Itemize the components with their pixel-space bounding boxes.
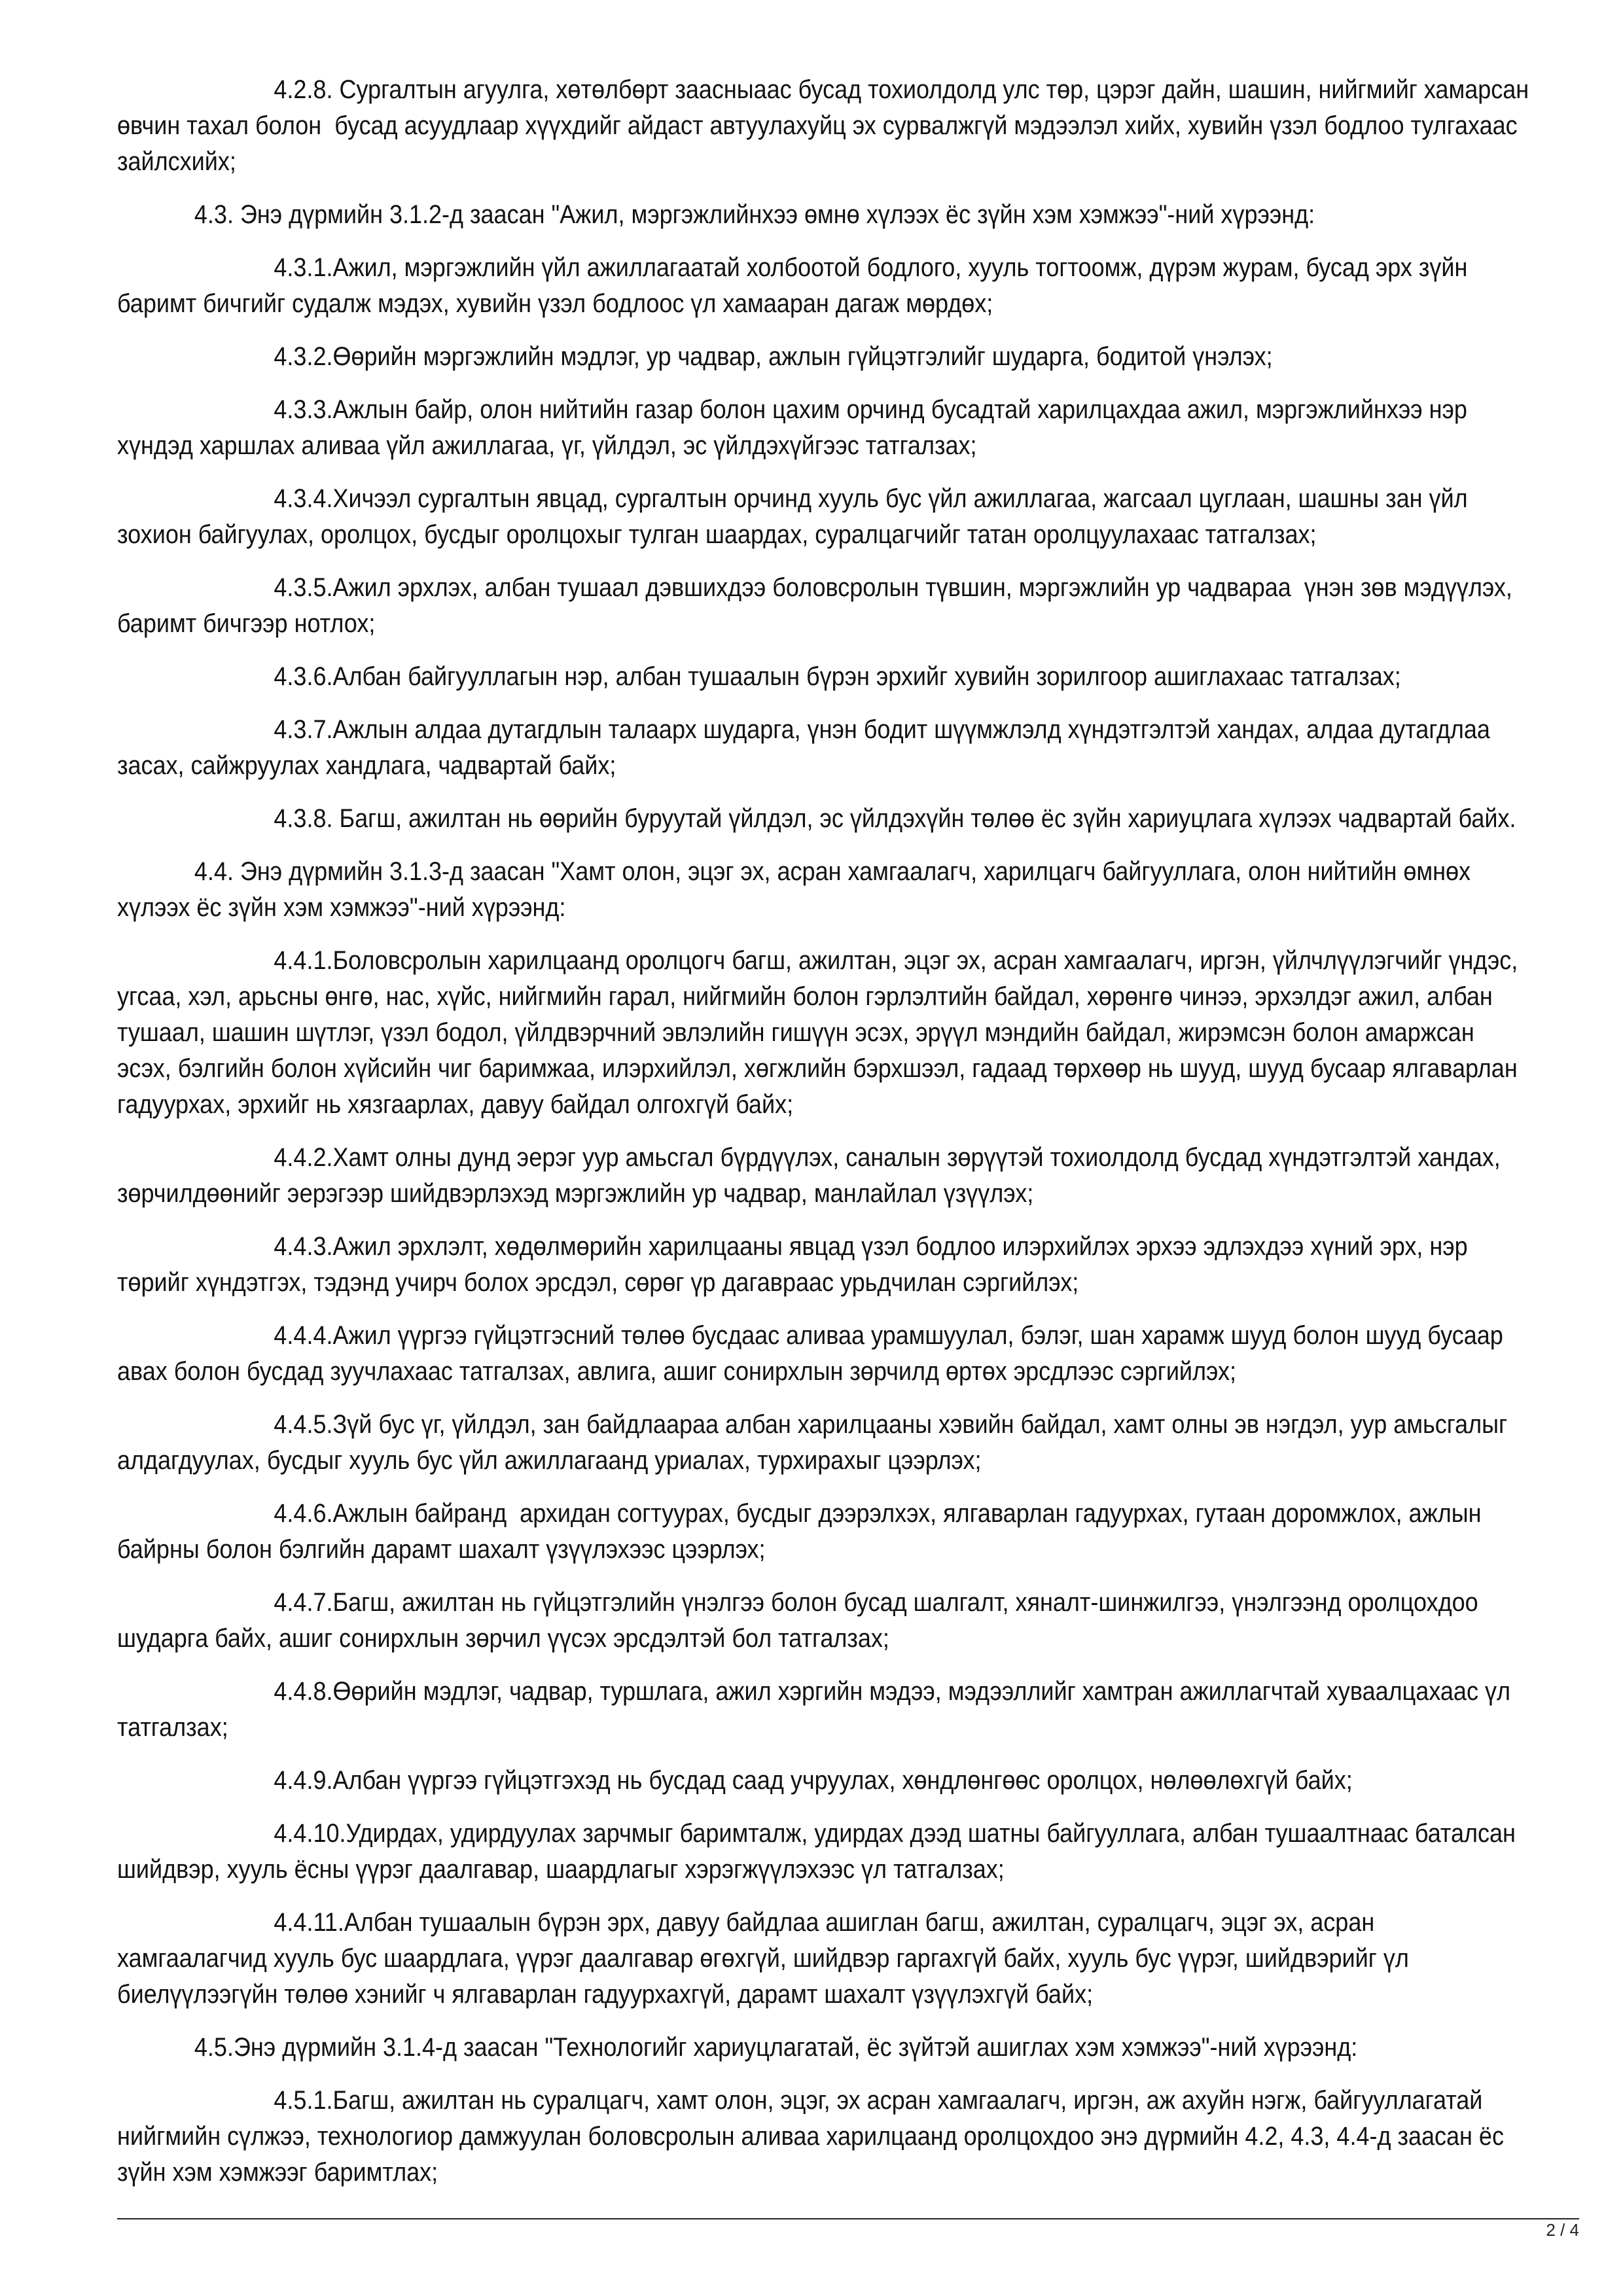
clause-line: 4.4.5.Зүй бус үг, үйлдэл, зан байдлаараа албан харилцааны хэвийн байдал, хамт олны эв нэгдэл, уур амьсгалыг [274, 1410, 1508, 1439]
clause-line: 4.3.5.Ажил эрхлэх, албан тушаал дэвшихдээ боловсролын түвшин, мэргэжлийн ур чадвараа үнэн зөв мэдүүлэх, [274, 573, 1512, 602]
clause-line: 4.4.9.Албан үүргээ гүйцэтгэхэд нь бусдад саад учруулах, хөндлөнгөөс оролцох, нөлөөлөхгүй байх; [274, 1766, 1353, 1795]
clause-line: нийгмийн сүлжээ, технологиор дамжуулан боловсролын аливаа харилцаанд оролцохдоо энэ дүрмийн 4.2, 4.3, 4.4-д заасан ёс [117, 2122, 1504, 2151]
clause-4-4-1 [117, 943, 1518, 1123]
clause-4-4-3 [117, 1229, 1491, 1301]
clause-4-4-5 [117, 1407, 1508, 1479]
clause-line: 4.4.7.Багш, ажилтан нь гүйцэтгэлийн үнэлгээ болон бусад шалгалт, хяналт-шинжилгээ, үнэлгээнд оролцохдоо [274, 1588, 1478, 1617]
clause-line: 4.4.11.Албан тушаалын бүрэн эрх, давуу байдлаа ашиглан багш, ажилтан, суралцагч, эцэг эх, асран [274, 1908, 1375, 1937]
clause-4-4-6 [117, 1496, 1491, 1568]
clause-line: 4.4.10.Удирдах, удирдуулах зарчмыг баримталж, удирдах дээд шатны байгууллага, албан тушаалтнаас баталсан [274, 1819, 1516, 1848]
clause-line: хүндэд харшлах аливаа үйл ажиллагаа, үг, үйлдэл, эс үйлдэхүйгээс татгалзах; [117, 431, 977, 460]
clause-4-4-7 [117, 1585, 1491, 1657]
clause-4-3 [117, 197, 1491, 233]
clause-4-4-9 [117, 1763, 1491, 1799]
clause-line: хүлээх ёс зүйн хэм хэмжээ"-ний хүрээнд: [117, 893, 566, 922]
clause-line: 4.3.3.Ажлын байр, олон нийтийн газар болон цахим орчинд бусадтай харилцахдаа ажил, мэргэжлийнхээ нэр [274, 395, 1467, 424]
clause-line: угсаа, хэл, арьсны өнгө, нас, хүйс, нийгмийн гарал, нийгмийн болон гэрлэлтийн байдал, хөрөнгө чинээ, эрхэлдэг ажил, албан [117, 982, 1493, 1011]
clause-line: баримт бичгийг судалж мэдэх, хувийн үзэл бодлоос үл хамааран дагаж мөрдөх; [117, 289, 993, 318]
clause-4-3-1 [117, 250, 1491, 322]
clause-line: 4.3.2.Өөрийн мэргэжлийн мэдлэг, ур чадвар, ажлын гүйцэтгэлийг шударга, бодитой үнэлэх; [274, 342, 1273, 371]
clause-line: 4.4.4.Ажил үүргээ гүйцэтгэсний төлөө бусдаас аливаа урамшуулал, бэлэг, шан харамж шууд болон шууд бусаар [274, 1321, 1503, 1350]
clause-4-3-4 [117, 481, 1491, 553]
clause-line: 4.5.Энэ дүрмийн 3.1.4-д заасан "Технологийг хариуцлагатай, ёс зүйтэй ашиглах хэм хэмжээ"-ний хүрээнд: [194, 2033, 1358, 2062]
clause-line: 4.4. Энэ дүрмийн 3.1.3-д заасан "Хамт олон, эцэг эх, асран хамгаалагч, харилцагч байгууллага, олон нийтийн өмнөх [194, 857, 1471, 886]
clause-line: шударга байх, ашиг сонирхлын зөрчил үүсэх эрсдэлтэй бол татгалзах; [117, 1624, 889, 1653]
clause-line: төрийг хүндэтгэх, тэдэнд учирч болох эрсдэл, сөрөг үр дагавраас урьдчилан сэргийлэх; [117, 1268, 1079, 1297]
clause-line: байрны болон бэлгийн дарамт шахалт үзүүлэхээс цээрлэх; [117, 1535, 766, 1564]
clause-line: 4.3.4.Хичээл сургалтын явцад, сургалтын орчинд хууль бус үйл ажиллагаа, жагсаал цуглаан, шашны зан үйл [274, 484, 1468, 513]
clause-line: 4.4.6.Ажлын байранд архидан согтуурах, бусдыг дээрэлхэх, ялгаварлан гадуурхах, гутаан доромжлох, ажлын [274, 1499, 1482, 1528]
clause-line: 4.3.1.Ажил, мэргэжлийн үйл ажиллагаатай холбоотой бодлого, хууль тогтоомж, дүрэм журам, бусад эрх зүйн [274, 253, 1468, 282]
clause-4-3-6 [117, 659, 1491, 695]
clause-line: тушаал, шашин шүтлэг, үзэл бодол, үйлдвэрчний эвлэлийн гишүүн эсэх, эрүүл мэндийн байдал, жирэмсэн болон амаржсан [117, 1018, 1474, 1047]
clause-line: татгалзах; [117, 1713, 228, 1742]
clause-line: шийдвэр, хууль ёсны үүрэг даалгавар, шаардлагыг хэрэгжүүлэхээс үл татгалзах; [117, 1855, 1005, 1884]
clause-line: хамгаалагчид хууль бус шаардлага, үүрэг даалгавар өгөхгүй, шийдвэр гаргахгүй байх, хууль бус үүрэг, шийдвэрийг үл [117, 1944, 1409, 1973]
clause-line: өвчин тахал болон бусад асуудлаар хүүхдийг айдаст автуулахуйц эх сурвалжгүй мэдээлэл хийх, хувийн үзэл бодлоо тулгахаас [117, 111, 1518, 140]
clause-line: биелүүлээгүйн төлөө хэнийг ч ялгаварлан гадуурхахгүй, дарамт шахалт үзүүлэхгүй байх; [117, 1980, 1094, 2009]
clause-4-5 [117, 2030, 1491, 2066]
clause-4-3-7 [117, 712, 1491, 784]
clause-4-3-5 [117, 570, 1512, 642]
clause-line: зүйн хэм хэмжээг баримтлах; [117, 2158, 438, 2187]
clause-line: 4.3.7.Ажлын алдаа дутагдлын талаарх шударга, үнэн бодит шүүмжлэлд хүндэтгэлтэй хандах, алдаа дутагдлаа [274, 715, 1490, 744]
clause-line: авах болон бусдад зуучлахаас татгалзах, авлига, ашиг сонирхлын зөрчилд өртөх эрсдлээс сэргийлэх; [117, 1357, 1237, 1386]
clause-line: 4.4.2.Хамт олны дунд эерэг уур амьсгал бүрдүүлэх, саналын зөрүүтэй тохиолдолд бусдад хүндэтгэлтэй хандах, [274, 1143, 1501, 1172]
clause-line: 4.5.1.Багш, ажилтан нь суралцагч, хамт олон, эцэг, эх асран хамгаалагч, иргэн, аж ахуйн нэгж, байгууллагатай [274, 2086, 1483, 2115]
clause-line: засах, сайжруулах хандлага, чадвартай байх; [117, 751, 616, 780]
clause-line: 4.3.6.Албан байгууллагын нэр, албан тушаалын бүрэн эрхийг хувийн зорилгоор ашиглахаас татгалзах; [274, 662, 1401, 691]
clause-line: 4.4.8.Өөрийн мэдлэг, чадвар, туршлага, ажил хэргийн мэдээ, мэдээллийг хамтран ажиллагчтай хуваалцахаас үл [274, 1677, 1510, 1706]
clause-line: 4.2.8. Сургалтын агуулга, хөтөлбөрт заасныаас бусад тохиолдолд улс төр, цэрэг дайн, шашин, нийгмийг хамарсан [274, 75, 1529, 104]
footer-divider [117, 2218, 1579, 2219]
clause-4-5-1 [117, 2083, 1504, 2191]
clause-line: баримт бичгээр нотлох; [117, 609, 376, 638]
clause-line: зөрчилдөөнийг эерэгээр шийдвэрлэхэд мэргэжлийн ур чадвар, манлайлал үзүүлэх; [117, 1179, 1034, 1208]
clause-line: алдагдуулах, бусдыг хууль бус үйл ажиллагаанд уриалах, турхирахыг цээрлэх; [117, 1446, 982, 1475]
clause-4-4-4 [117, 1318, 1503, 1390]
clause-4-4-10 [117, 1816, 1516, 1888]
document-body [117, 72, 1529, 2208]
clause-4-4-2 [117, 1140, 1501, 1212]
clause-4-4-11 [117, 1905, 1491, 2013]
clause-line: эсэх, бэлгийн болон хүйсийн чиг баримжаа, илэрхийлэл, хөгжлийн бэрхшээл, гадаад төрхөөр нь шууд, шууд бусаар ялгаварлан [117, 1054, 1518, 1083]
page-number: 2 / 4 [1546, 2220, 1579, 2240]
clause-line: 4.4.1.Боловсролын харилцаанд оролцогч багш, ажилтан, эцэг эх, асран хамгаалагч, иргэн, үйлчлүүлэгчийг үндэс, [274, 946, 1518, 975]
clause-4-4 [117, 854, 1491, 926]
clause-4-3-3 [117, 392, 1491, 464]
clause-line: 4.3. Энэ дүрмийн 3.1.2-д заасан "Ажил, мэргэжлийнхээ өмнө хүлээх ёс зүйн хэм хэмжээ"-ний хүрээнд: [194, 200, 1315, 229]
clause-4-3-8 [117, 801, 1516, 837]
clause-4-2-8 [117, 72, 1529, 180]
clause-line: гадуурхах, эрхийг нь хязгаарлах, давуу байдал олгохгүй байх; [117, 1090, 794, 1119]
clause-4-4-8 [117, 1674, 1510, 1746]
clause-line: зайлсхийх; [117, 147, 236, 176]
clause-line: 4.4.3.Ажил эрхлэлт, хөдөлмөрийн харилцааны явцад үзэл бодлоо илэрхийлэх эрхээ эдлэхдээ хүний эрх, нэр [274, 1232, 1468, 1261]
clause-line: 4.3.8. Багш, ажилтан нь өөрийн буруутай үйлдэл, эс үйлдэхүйн төлөө ёс зүйн хариуцлага хүлээх чадвартай байх. [274, 804, 1516, 833]
clause-line: зохион байгуулах, оролцох, бусдыг оролцохыг тулган шаардах, суралцагчийг татан оролцуулахаас татгалзах; [117, 520, 1317, 549]
clause-4-3-2 [117, 339, 1491, 375]
